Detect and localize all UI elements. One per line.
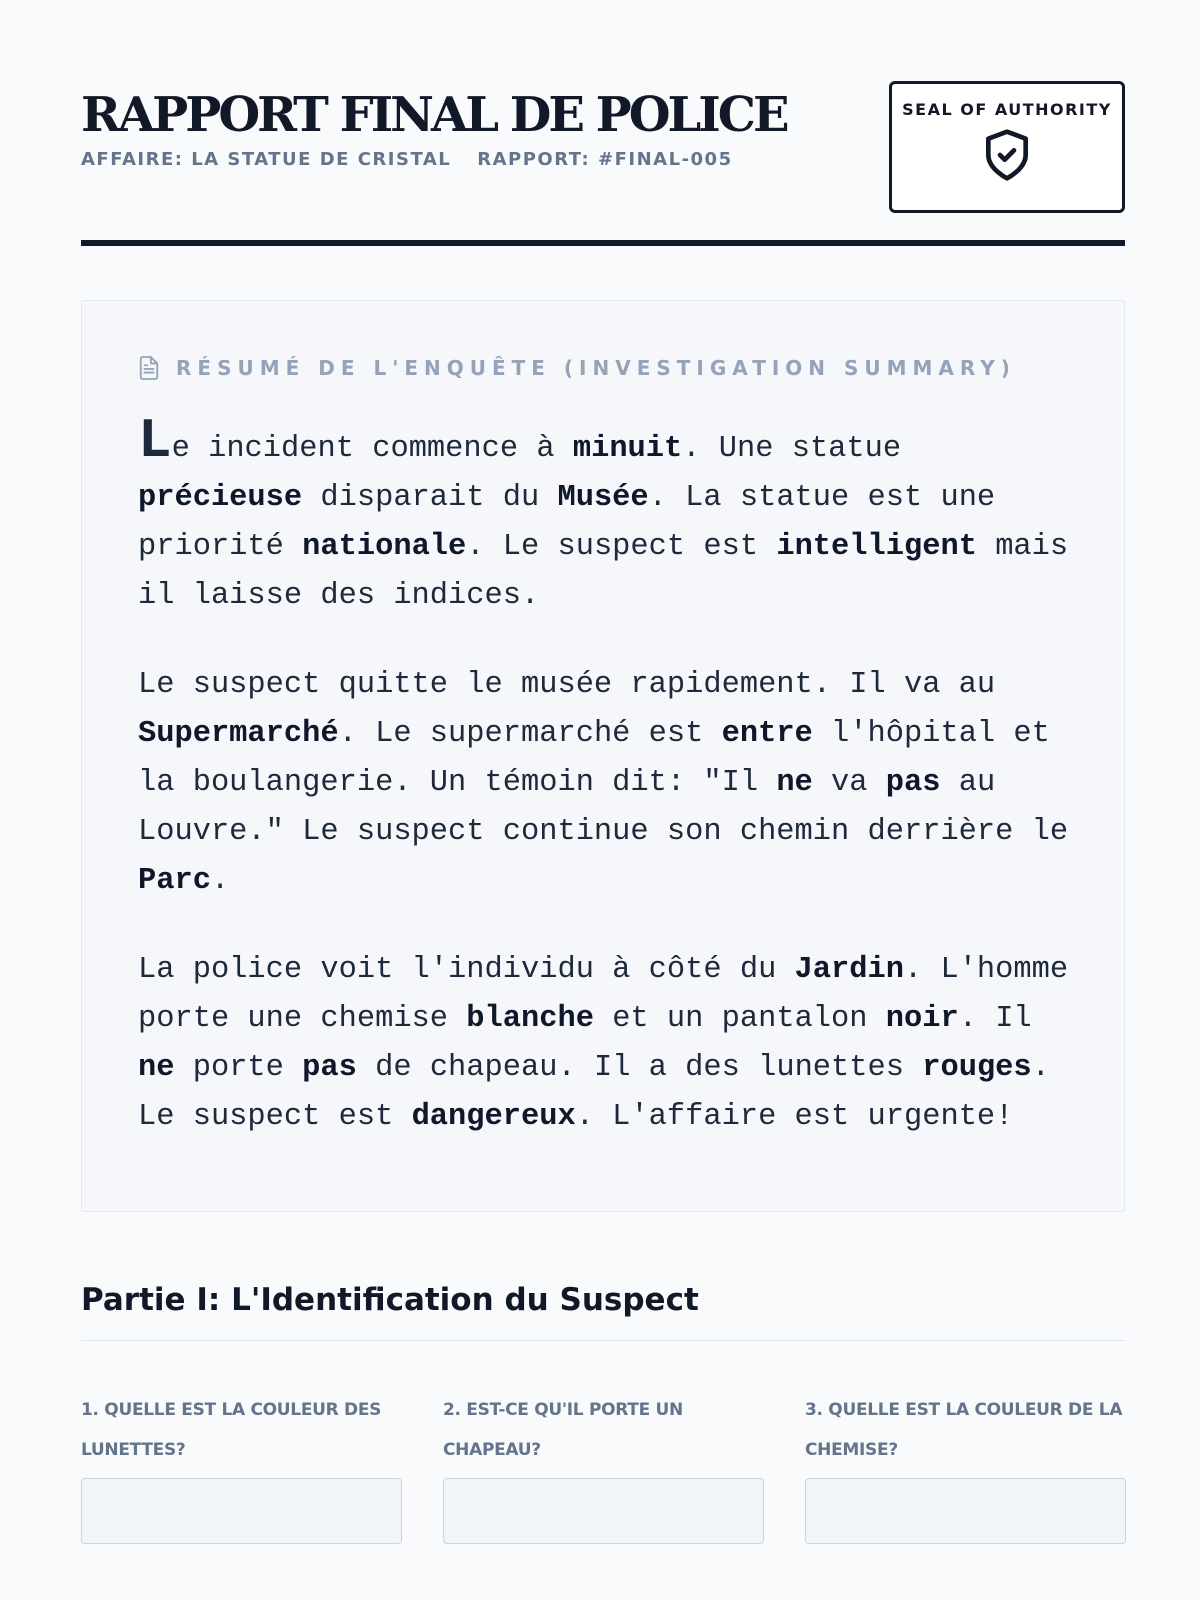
highlighted-clue: Musée bbox=[557, 481, 649, 515]
highlighted-clue: minuit bbox=[572, 432, 683, 466]
highlighted-clue: blanche bbox=[466, 1002, 594, 1036]
report-meta bbox=[81, 149, 733, 170]
narrative-text: . L'affaire est urgente! bbox=[575, 1100, 1014, 1134]
narrative-text: Le suspect quitte le musée rapidement. Il va au bbox=[138, 668, 996, 702]
narrative-text: va bbox=[812, 766, 886, 800]
narrative-text: disparait du bbox=[302, 481, 558, 515]
section-divider bbox=[81, 1340, 1125, 1341]
highlighted-clue: Parc bbox=[138, 864, 211, 898]
summary-header bbox=[138, 353, 1016, 383]
summary-paragraph bbox=[138, 409, 1078, 621]
question-3 bbox=[805, 1394, 1126, 1544]
narrative-text: porte bbox=[174, 1051, 303, 1085]
page-title: RAPPORT FINAL DE POLICE bbox=[81, 87, 787, 143]
answer-3-input[interactable] bbox=[805, 1478, 1126, 1544]
highlighted-clue: intelligent bbox=[776, 530, 977, 564]
narrative-text: de chapeau. Il a des lunettes bbox=[356, 1051, 923, 1085]
narrative-text: Le incident commence à bbox=[138, 409, 573, 473]
narrative-text: . La statue est une priorité bbox=[138, 481, 996, 564]
narrative-text: La police voit l'individu à côté du bbox=[138, 953, 795, 987]
shield-check-icon bbox=[979, 127, 1035, 183]
seal-label: SEAL OF AUTHORITY bbox=[902, 100, 1112, 119]
answer-1-input[interactable] bbox=[81, 1478, 402, 1544]
narrative-text: . bbox=[210, 864, 230, 898]
highlighted-clue: dangereux bbox=[411, 1100, 576, 1134]
narrative-text: . Le supermarché est bbox=[338, 717, 722, 751]
highlighted-clue: rouges bbox=[922, 1051, 1032, 1085]
answer-2-input[interactable] bbox=[443, 1478, 764, 1544]
question-1-label: 1. QUELLE EST LA COULEUR DES LUNETTES? bbox=[81, 1400, 382, 1460]
summary-title: RÉSUMÉ DE L'ENQUÊTE (INVESTIGATION SUMMARY) bbox=[176, 356, 1016, 380]
summary-narrative bbox=[138, 409, 1078, 1142]
report-header bbox=[81, 81, 1125, 213]
highlighted-clue: noir bbox=[885, 1002, 959, 1036]
narrative-text: . Une statue bbox=[682, 432, 902, 466]
highlighted-clue: entre bbox=[721, 717, 813, 751]
narrative-text: au Louvre." Le suspect continue son chemin derrière le bbox=[138, 766, 1069, 849]
seal-of-authority bbox=[889, 81, 1125, 213]
report-number: RAPPORT: #FINAL-005 bbox=[477, 149, 733, 170]
narrative-text: mais il laisse des indices. bbox=[138, 530, 1069, 613]
summary-paragraph bbox=[138, 946, 1078, 1142]
narrative-text: l'hôpital et la boulangerie. Un témoin dit: "Il bbox=[138, 717, 1050, 800]
highlighted-clue: pas bbox=[302, 1051, 357, 1085]
narrative-text: . Il bbox=[958, 1002, 1032, 1036]
highlighted-clue: ne bbox=[138, 1051, 175, 1085]
question-1 bbox=[81, 1394, 402, 1544]
narrative-text: . L'homme porte une chemise bbox=[138, 953, 1069, 1036]
question-3-label: 3. QUELLE EST LA COULEUR DE LA CHEMISE? bbox=[805, 1400, 1123, 1460]
narrative-text: et un pantalon bbox=[593, 1002, 886, 1036]
highlighted-clue: précieuse bbox=[138, 481, 303, 515]
question-row bbox=[81, 1394, 1125, 1544]
affair-label: AFFAIRE: LA STATUE DE CRISTAL bbox=[81, 149, 452, 170]
highlighted-clue: Supermarché bbox=[138, 717, 339, 751]
narrative-text: . Le suspect est bbox=[466, 530, 777, 564]
investigation-summary bbox=[81, 300, 1125, 1212]
highlighted-clue: pas bbox=[885, 766, 941, 800]
question-2 bbox=[443, 1394, 764, 1544]
summary-paragraph bbox=[138, 661, 1078, 906]
document-icon bbox=[138, 355, 160, 381]
section-title-part1: Partie I: L'Identification du Suspect bbox=[81, 1282, 699, 1318]
drop-cap: L bbox=[138, 409, 172, 473]
highlighted-clue: nationale bbox=[302, 530, 467, 564]
header-divider bbox=[81, 240, 1125, 246]
question-2-label: 2. EST-CE QU'IL PORTE UN CHAPEAU? bbox=[443, 1400, 683, 1460]
highlighted-clue: ne bbox=[776, 766, 813, 800]
narrative-text: . Le suspect est bbox=[138, 1051, 1050, 1134]
highlighted-clue: Jardin bbox=[794, 953, 904, 987]
